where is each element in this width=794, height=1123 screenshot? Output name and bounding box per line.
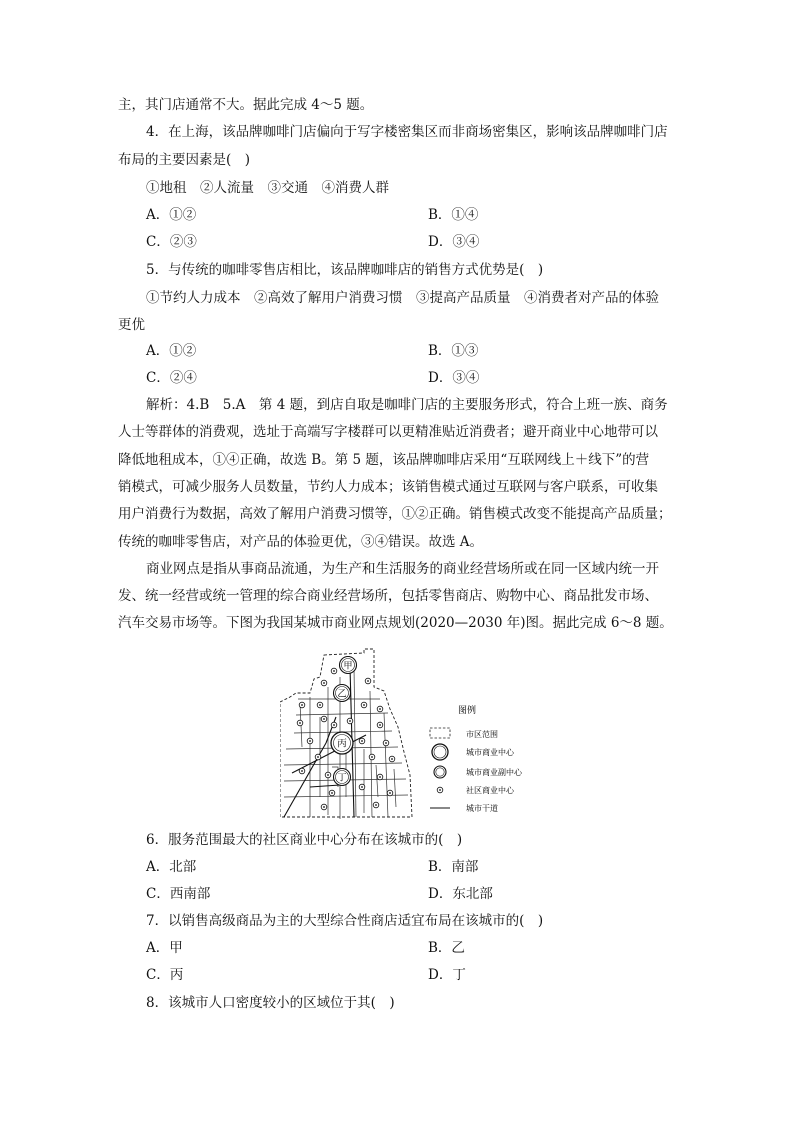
arterial-roads (284, 667, 366, 817)
q5-stem: 5．与传统的咖啡零售店相比，该品牌咖啡店的销售方式优势是( ) (146, 262, 544, 278)
q5-option-c: C．②④ (146, 370, 197, 386)
community-center-icon (359, 784, 365, 790)
q5-items-line2: 更优 (118, 317, 145, 333)
commercial-network-map (280, 647, 580, 819)
q6-option-a: A．北部 (146, 859, 197, 875)
legend-main-center-icon (432, 744, 448, 760)
center-bing (331, 732, 353, 754)
community-center-icon (317, 702, 323, 708)
q7-option-b: B．乙 (428, 940, 465, 956)
community-center-icon (297, 720, 303, 726)
community-center-icon (347, 718, 353, 724)
community-center-icon (321, 680, 327, 686)
q5-option-a: A．①② (146, 343, 197, 359)
community-center-icon (377, 722, 383, 728)
community-center-icon (389, 756, 395, 762)
legend-boundary-swatch (430, 728, 450, 738)
legend-item: 市区范围 (466, 730, 498, 739)
q6-option-c: C．西南部 (146, 886, 211, 902)
analysis-line: 销模式，可减少服务人员数量，节约人力成本；该销售模式通过互联网与客户联系，可收集 (118, 479, 658, 495)
q7-option-a: A．甲 (146, 940, 183, 956)
q6-option-d: D．东北部 (428, 886, 493, 902)
passage-line: 发、统一经营或统一管理的综合商业经营场所，包括零售商店、购物中心、商品批发市场、 (118, 588, 658, 604)
q4-items: ①地租 ②人流量 ③交通 ④消费人群 (146, 180, 389, 196)
q5-items-line1: ①节约人力成本 ②高效了解用户消费习惯 ③提高产品质量 ④消费者对产品的体验 (146, 290, 659, 306)
community-center-icon (299, 702, 305, 708)
community-center-icon (365, 678, 371, 684)
analysis-line: 用户消费行为数据，高效了解用户消费习惯等，①②正确。销售模式改变不能提高产品质量； (118, 506, 672, 522)
q4-option-d: D．③④ (428, 234, 480, 250)
q5-option-d: D．③④ (428, 370, 480, 386)
center-label: 丙 (337, 738, 347, 750)
q6-option-b: B．南部 (428, 859, 479, 875)
q4-stem-line1: 4．在上海，该品牌咖啡门店偏向于写字楼密集区而非商场密集区，影响该品牌咖啡门店 (146, 124, 668, 140)
community-center-icon (329, 790, 335, 796)
q4-option-b: B．①④ (428, 207, 479, 223)
community-center-icon (361, 702, 367, 708)
q7-stem: 7．以销售高级商品为主的大型综合性商店适宜布局在该城市的( ) (146, 913, 544, 929)
center-label: 甲 (343, 661, 353, 672)
community-center-icon (373, 802, 379, 808)
q4-stem-line2: 布局的主要因素是( ) (118, 152, 251, 168)
legend-item: 城市干道 (466, 804, 498, 813)
q4-option-a: A．①② (146, 207, 197, 223)
analysis-line: 解析：4.B 5.A 第 4 题，到店自取是咖啡门店的主要服务形式，符合上班一族、商务 (146, 397, 668, 413)
community-center-icon (369, 754, 375, 760)
map-svg (280, 647, 580, 819)
community-center-icon (321, 716, 327, 722)
intro-tail: 主，其门店通常不大。据此完成 4～5 题。 (118, 97, 374, 113)
map-legend (430, 704, 523, 813)
q5-option-b: B．①③ (428, 343, 479, 359)
community-center-icon (331, 668, 337, 674)
legend-item: 城市商业中心 (466, 748, 514, 757)
center-yi (334, 685, 351, 702)
community-center-icon (387, 790, 393, 796)
q8-stem: 8．该城市人口密度较小的区域位于其( ) (146, 995, 395, 1011)
passage-line: 商业网点是指从事商品流通，为生产和生活服务的商业经营场所或在同一区域内统一开 (146, 561, 659, 577)
community-center-icon (331, 722, 337, 728)
community-center-icon (299, 768, 305, 774)
community-center-icon (325, 772, 331, 778)
q7-option-c: C．丙 (146, 967, 184, 983)
analysis-line: 降低地租成本，①④正确，故选 B。第 5 题，该品牌咖啡店采用“互联网线上＋线下”的营 (118, 452, 650, 468)
analysis-line: 人士等群体的消费观，选址于高端写字楼群可以更精准贴近消费者；避开商业中心地带可以 (118, 424, 658, 440)
community-center-icon (383, 740, 389, 746)
community-center-icon (307, 738, 313, 744)
community-center-icon (377, 774, 383, 780)
q7-option-d: D．丁 (428, 967, 466, 983)
center-label: 丁 (337, 773, 347, 784)
legend-item: 城市商业副中心 (466, 768, 522, 777)
community-center-icon (359, 738, 365, 744)
legend-item: 社区商业中心 (466, 786, 514, 795)
community-center-icon (315, 754, 321, 760)
legend-title: 图例 (458, 706, 477, 716)
passage-line: 汽车交易市场等。下图为我国某城市商业网点规划(2020—2030 年)图。据此完成 6～8 题。 (118, 615, 673, 631)
analysis-line: 传统的咖啡零售店，对产品的体验更优，③④错误。故选 A。 (118, 534, 484, 550)
center-ding (334, 769, 351, 786)
center-label: 乙 (337, 689, 347, 700)
q6-stem: 6．服务范围最大的社区商业中心分布在该城市的( ) (146, 832, 463, 848)
community-center-icon (321, 804, 327, 810)
q4-option-c: C．②③ (146, 234, 197, 250)
center-jia (340, 657, 357, 674)
community-center-icon (377, 706, 383, 712)
